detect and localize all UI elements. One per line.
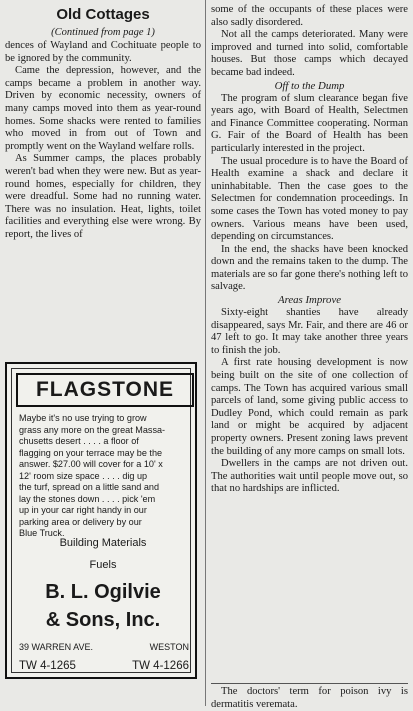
article-continuation-note: (Continued from page 1) — [51, 27, 155, 38]
ad-headline: FLAGSTONE — [16, 373, 194, 407]
ad-body-line: answer. $27.00 will cover for a 10' x — [19, 459, 163, 469]
ad-body-line: the turf, spread on a little sand and — [19, 482, 160, 492]
ad-body — [19, 413, 189, 540]
section-subhead: Areas Improve — [277, 294, 342, 307]
article-paragraph: In the end, the shacks have been knocked down and the remains taken to the dump. The materials are so far gone there's nothing left to salvage. — [211, 243, 408, 293]
ad-address: 39 WARREN AVE. — [19, 642, 94, 652]
article-title: Old Cottages — [56, 6, 150, 23]
ad-body-line: Blue Truck. — [19, 528, 65, 538]
ad-inner-border — [11, 368, 191, 673]
ad-phone-2: TW 4-1266 — [132, 660, 189, 672]
ad-town: WESTON — [149, 642, 189, 652]
ad-company-name-suffix: & Sons, Inc. — [45, 609, 161, 631]
ad-phone-1: TW 4-1265 — [19, 660, 76, 672]
article-paragraph: Sixty-eight shanties have already disappeared, says Mr. Fair, and there are 46 or 47 left to go. It may take another three years to finish the job. — [211, 307, 408, 356]
section-subhead: Off to the Dump — [274, 79, 345, 92]
ad-body-line: parking area or delivery by our — [19, 516, 142, 527]
filler-divider — [211, 683, 408, 684]
ad-fuels: Fuels — [89, 559, 117, 571]
ad-building-materials: Building Materials — [59, 537, 147, 549]
ad-body-line: up in your car right handy in our — [19, 505, 147, 515]
ad-body-line: Maybe it's no use trying to grow — [19, 413, 147, 423]
article-paragraph: some of the occupants of these places were also sadly disordered. — [211, 4, 408, 28]
article-paragraph: dences of Wayland and Cochituate people to be ignored by the community. — [5, 40, 201, 64]
ad-body-line: lay the stones down . . . . pick 'em — [19, 493, 156, 504]
article-paragraph: Came the depression, however, and the camps became a problem in another way. Driven by economic necessity, owners of many camps moved into them as year-round homes. Some shacks were rented to families who moved in from out of Town and promptly went on the Wayland welfare rolls. — [5, 65, 201, 152]
filler-item — [211, 686, 408, 711]
ad-address-row — [19, 642, 189, 652]
left-column — [5, 4, 201, 242]
ad-body-line: grass any more on the great Massa- — [19, 424, 166, 435]
article-paragraph: Dwellers in the camps are not driven out. The authorities wait until people move out, so that no hardships are inflicted. — [211, 458, 408, 495]
flagstone-advertisement — [5, 362, 197, 679]
ad-body-line: 12' room size space . . . . dig up — [19, 470, 148, 481]
ad-company-name: B. L. Ogilvie — [45, 581, 161, 603]
ad-body-line: flagging on your terrace may be the — [19, 447, 163, 458]
article-paragraph: Not all the camps deteriorated. Many were improved and turned into solid, comfortable houses. But those camps which decayed became bad indeed. — [211, 29, 408, 78]
article-paragraph: The program of slum clearance began five years ago, with Board of Health, Selectmen and Finance Committee cooperating. Norman G. Fair of the Board of Health has been particularly interested in the project. — [211, 92, 408, 154]
filler-text: The doctors' term for poison ivy is dermatitis veremata. — [211, 686, 408, 710]
article-paragraph: As Summer camps, the places probably weren't bad when they were new. But as year-round homes, especially for children, they were dreadful. Some had no running water. There was no insulation. Heat, lights, toilet facilities and everything else were wrong. By report, the lives of — [5, 153, 201, 240]
right-column — [211, 4, 408, 496]
column-divider — [205, 0, 206, 706]
article-paragraph: A first rate housing development is now being built on the site of one collection of camps. The Town has acquired various small parcels of land, some giving public access to Dudley Pond, which could remain as park land or might be acquired by adjacent property owners. Present zoning laws prevent the building of any more camps on small lots. — [211, 357, 408, 457]
ad-body-line: chusetts desert . . . . a floor of — [19, 436, 139, 446]
article-paragraph: The usual procedure is to have the Board of Health examine a shack and declare it uninhabitable. Then the case goes to the Selectmen for condemnation proceedings. In some cases the Town has voted money to pay owners. Various means have been used, depending on circumstances. — [211, 155, 408, 243]
ad-phone-row — [19, 660, 189, 672]
